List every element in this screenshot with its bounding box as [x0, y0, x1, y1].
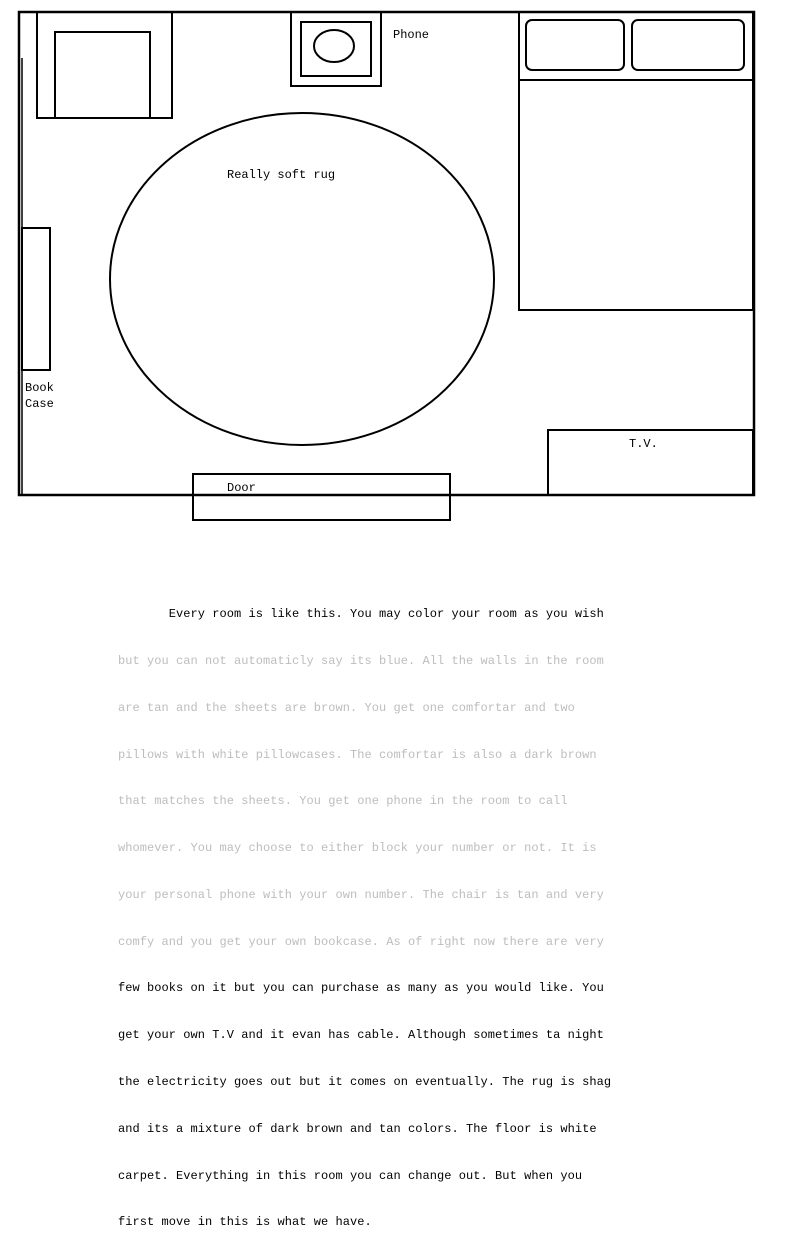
description-line: get your own T.V and it evan has cable. Although sometimes ta night [118, 1028, 604, 1043]
description-line: Every room is like this. You may color your room as you wish [118, 607, 604, 622]
rug [110, 113, 494, 445]
description-line: your personal phone with your own number. The chair is tan and very [118, 887, 604, 902]
description-line: pillows with white pillowcases. The comfortar is also a dark brown [118, 747, 597, 762]
bed [519, 12, 753, 310]
description-line: are tan and the sheets are brown. You get one comfortar and two [118, 700, 575, 715]
description-line: that matches the sheets. You get one phone in the room to call [118, 794, 568, 809]
room-floorplan [0, 0, 791, 530]
pillow-left [526, 20, 624, 70]
description-line: carpet. Everything in this room you can change out. But when you [118, 1168, 583, 1183]
rug-label: Really soft rug [227, 168, 336, 182]
description-line: whomever. You may choose to either block your number or not. It is [118, 841, 597, 856]
bookcase [22, 228, 50, 370]
bookcase-label-line1: Book [25, 381, 54, 395]
description-line: few books on it but you can purchase as many as you would like. You [118, 981, 604, 996]
tv-label: T.V. [629, 437, 658, 451]
door-label: Door [227, 481, 256, 495]
phone-label: Phone [393, 28, 430, 42]
room-description [118, 576, 688, 1247]
pillow-right [632, 20, 744, 70]
phone-icon [314, 30, 354, 62]
phone-table [291, 12, 381, 86]
bookcase-label-line2: Case [25, 397, 54, 411]
description-line: first move in this is what we have. [118, 1215, 372, 1230]
description-line: and its a mixture of dark brown and tan colors. The floor is white [118, 1121, 597, 1136]
description-line: but you can not automaticly say its blue. All the walls in the room [118, 653, 604, 668]
description-line: the electricity goes out but it comes on eventually. The rug is shag [118, 1075, 612, 1089]
description-line: comfy and you get your own bookcase. As of right now there are very [118, 934, 604, 949]
room-walls [19, 12, 754, 495]
chair [37, 12, 172, 118]
